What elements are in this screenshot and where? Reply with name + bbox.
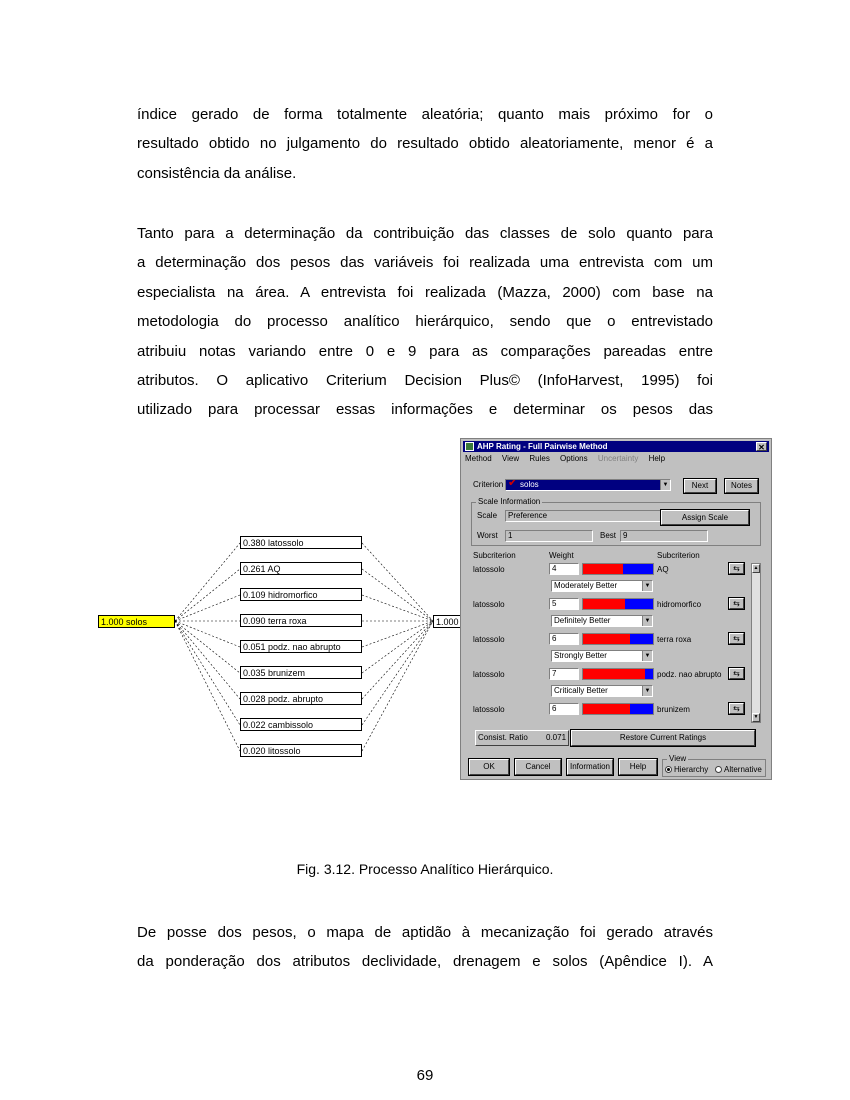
text-line: Tanto para a determinação da contribuição das classes de solo quanto para [137, 225, 713, 242]
text-line: resultado obtido no julgamento do resultado obtido aleatoriamente, menor é a [137, 135, 713, 153]
consistency-ratio-label: Consist. Ratio [478, 733, 528, 742]
leaf-node[interactable]: 0.051 podz. nao abrupto [240, 640, 362, 653]
row-right-subcriterion: hidromorfico [657, 600, 702, 609]
verbal-rating-select[interactable] [551, 615, 653, 627]
chevron-down-icon[interactable]: ▼ [642, 651, 652, 661]
group-title: Scale Information [478, 497, 541, 506]
menu-bar [465, 454, 673, 465]
swap-arrows-icon[interactable]: ⇆ [729, 703, 744, 714]
radio-label: Alternative [724, 765, 762, 774]
page-number: 69 [416, 1067, 434, 1084]
text-line: da ponderação dos atributos declividade, drenagem e solos (Apêndice I). A [137, 953, 713, 971]
vertical-scrollbar[interactable] [751, 563, 761, 723]
leaf-node[interactable]: 0.090 terra roxa [240, 614, 362, 627]
restore-ratings-button[interactable]: Restore Current Ratings [571, 730, 755, 746]
leaf-node[interactable]: 0.380 latossolo [240, 536, 362, 549]
row-left-subcriterion: latossolo [473, 670, 505, 679]
app-icon [465, 442, 474, 451]
verbal-rating-value: Moderately Better [554, 581, 618, 590]
radio-selected-icon[interactable] [665, 766, 672, 773]
row-left-subcriterion: latossolo [473, 565, 505, 574]
menu-rules[interactable]: Rules [529, 454, 550, 463]
text-line: atributos. O aplicativo Criterium Decision Plus© (InfoHarvest, 1995) foi [137, 371, 713, 389]
menu-view[interactable]: View [501, 454, 520, 463]
row-left-subcriterion: latossolo [473, 600, 505, 609]
verbal-rating-select[interactable] [551, 685, 653, 697]
cancel-button[interactable]: Cancel [515, 759, 561, 775]
text-line: De posse dos pesos, o mapa de aptidão à mecanização foi gerado através [137, 924, 713, 941]
leaf-node[interactable]: 0.109 hidromorfico [240, 588, 362, 601]
notes-button[interactable]: Notes [725, 479, 758, 493]
text-line: índice gerado de forma totalmente aleatória; quanto mais próximo for o [137, 106, 713, 123]
criterion-label: Criterion [473, 480, 504, 489]
text-line: especialista na área. A entrevista foi realizada (Mazza, 2000) com base na [137, 283, 713, 301]
weight-bar-fill [583, 704, 630, 714]
dialog-title: AHP Rating - Full Pairwise Method [477, 442, 608, 451]
scale-label: Scale [477, 511, 498, 520]
swap-arrows-icon[interactable]: ⇆ [729, 633, 744, 644]
row-right-subcriterion: AQ [657, 565, 669, 574]
figure-caption: Fig. 3.12. Processo Analítico Hierárquico. [296, 861, 554, 877]
swap-arrows-icon[interactable]: ⇆ [729, 668, 744, 679]
weight-input[interactable]: 5 [549, 598, 579, 610]
weight-input[interactable]: 4 [549, 563, 579, 575]
menu-method[interactable]: Method [465, 454, 492, 463]
chevron-down-icon[interactable]: ▼ [660, 480, 670, 490]
scroll-up-icon[interactable]: ▲ [753, 565, 759, 571]
weight-bar-fill [583, 599, 625, 609]
row-left-subcriterion: latossolo [473, 705, 505, 714]
swap-arrows-icon[interactable]: ⇆ [729, 598, 744, 609]
text-line: atribuiu notas variando entre 0 e 9 para as comparações pareadas entre [137, 342, 713, 360]
radio-hierarchy[interactable] [665, 765, 708, 774]
worst-field: 1 [505, 530, 593, 542]
swap-arrows-icon[interactable]: ⇆ [729, 563, 744, 574]
column-header-subcriterion-2: Subcriterion [657, 551, 700, 560]
weight-bar[interactable] [582, 668, 654, 680]
chevron-down-icon[interactable]: ▼ [642, 616, 652, 626]
weight-input[interactable]: 7 [549, 668, 579, 680]
weight-input[interactable]: 6 [549, 633, 579, 645]
paragraph-2 [137, 219, 713, 425]
text-line: utilizado para processar essas informações e determinar os pesos das [137, 401, 713, 419]
worst-label: Worst [477, 531, 498, 540]
group-title: View [669, 754, 687, 763]
chevron-down-icon[interactable]: ▼ [642, 581, 652, 591]
consistency-ratio-value: 0.071 [546, 733, 567, 742]
weight-bar[interactable] [582, 563, 654, 575]
row-right-subcriterion: brunizem [657, 705, 690, 714]
row-left-subcriterion: latossolo [473, 635, 505, 644]
verbal-rating-select[interactable] [551, 580, 653, 592]
assign-scale-button[interactable]: Assign Scale [661, 510, 749, 525]
leaf-node[interactable]: 0.035 brunizem [240, 666, 362, 679]
next-button[interactable]: Next [684, 479, 716, 493]
consistency-ratio-panel [475, 730, 569, 746]
verbal-rating-value: Definitely Better [554, 616, 611, 625]
radio-label: Hierarchy [674, 765, 709, 774]
chevron-down-icon[interactable]: ▼ [642, 686, 652, 696]
verbal-rating-select[interactable] [551, 650, 653, 662]
menu-options[interactable]: Options [560, 454, 588, 463]
criterion-select[interactable] [505, 479, 671, 491]
scale-field: Preference [505, 510, 665, 522]
scroll-down-icon[interactable]: ▼ [753, 714, 759, 720]
close-icon[interactable]: ✕ [756, 442, 767, 451]
text-line: metodologia do processo analítico hierárquico, sendo que o entrevistado [137, 313, 713, 331]
leaf-node[interactable]: 0.022 cambissolo [240, 718, 362, 731]
verbal-rating-value: Critically Better [554, 686, 608, 695]
text-line: consistência da análise. [137, 164, 297, 182]
leaf-node[interactable]: 0.028 podz. abrupto [240, 692, 362, 705]
weight-input[interactable]: 6 [549, 703, 579, 715]
paragraph-3 [137, 918, 713, 977]
weight-bar-fill [583, 564, 623, 574]
radio-alternative[interactable] [715, 765, 762, 774]
leaf-node[interactable]: 0.261 AQ [240, 562, 362, 575]
menu-help[interactable]: Help [648, 454, 666, 463]
best-label: Best [600, 531, 617, 540]
weight-bar[interactable] [582, 703, 654, 715]
root-node-solos[interactable]: 1.000 solos [98, 615, 175, 628]
best-field: 9 [620, 530, 708, 542]
leaf-node[interactable]: 0.020 litossolo [240, 744, 362, 757]
text-line: a determinação dos pesos das variáveis foi realizada uma entrevista com um [137, 254, 713, 272]
verbal-rating-value: Strongly Better [554, 651, 607, 660]
paragraph-1 [137, 100, 713, 188]
row-right-subcriterion: terra roxa [657, 635, 692, 644]
weight-bar-fill [583, 634, 630, 644]
menu-uncertainty[interactable]: Uncertainty [597, 454, 639, 463]
weight-bar[interactable] [582, 598, 654, 610]
radio-unselected-icon[interactable] [715, 766, 722, 773]
column-header-weight: Weight [549, 551, 574, 560]
goal-node[interactable]: 1.000 [433, 615, 463, 628]
criterion-value: solos [520, 480, 539, 489]
help-button[interactable]: Help [619, 759, 657, 775]
weight-bar[interactable] [582, 633, 654, 645]
dialog-title-bar[interactable] [463, 441, 769, 452]
checkmark-icon: ✔ [508, 479, 518, 489]
weight-bar-fill [583, 669, 645, 679]
information-button[interactable]: Information [567, 759, 613, 775]
row-right-subcriterion: podz. nao abrupto [657, 670, 722, 679]
column-header-subcriterion: Subcriterion [473, 551, 516, 560]
ok-button[interactable]: OK [469, 759, 509, 775]
ahp-rating-dialog [460, 438, 772, 780]
